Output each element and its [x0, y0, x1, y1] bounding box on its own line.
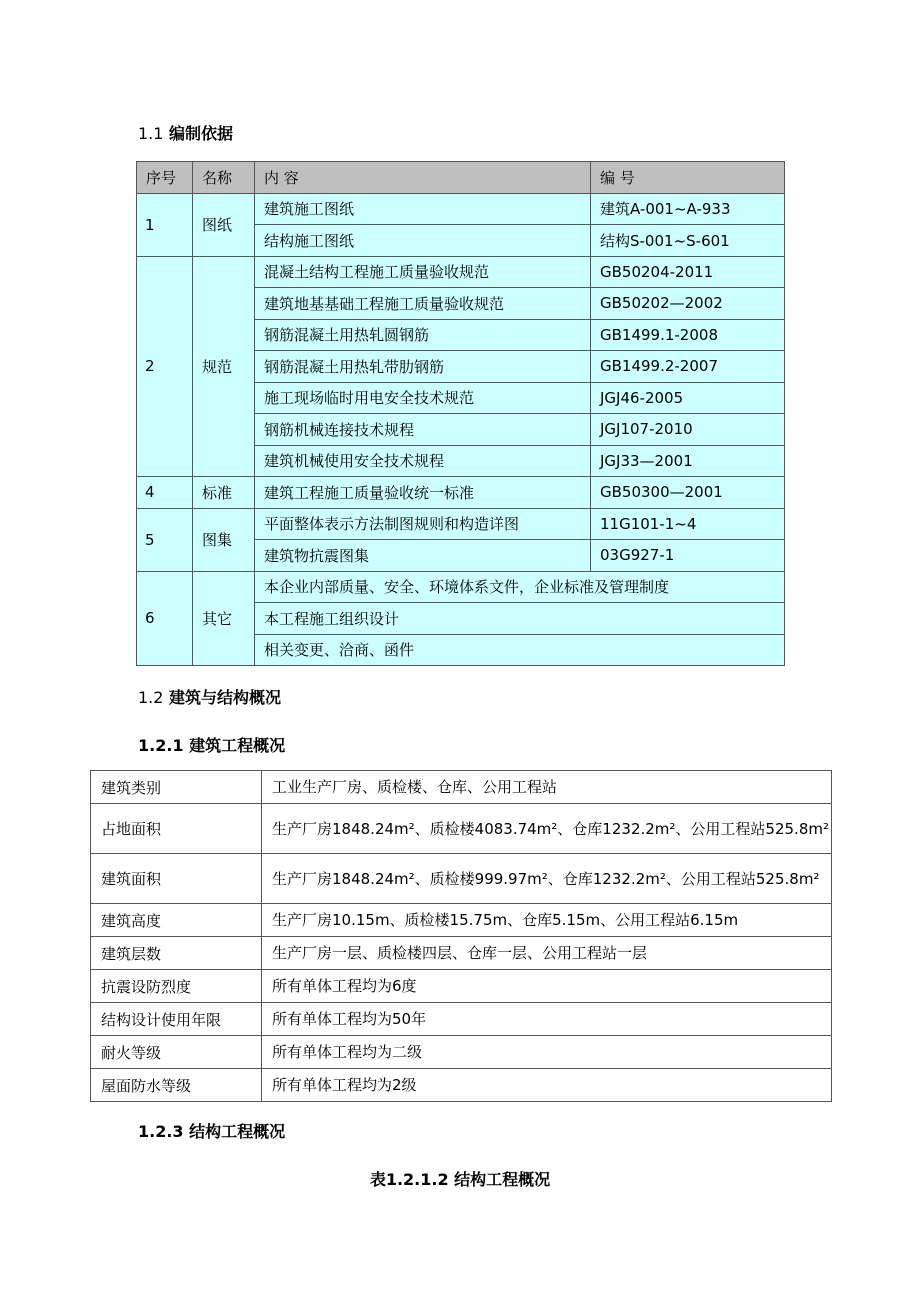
header-cell: 编 号	[591, 162, 785, 194]
section-title: 建筑与结构概况	[169, 688, 282, 707]
code-cell: 11G101-1~4	[591, 508, 785, 540]
section-number: 1.2	[138, 688, 164, 707]
label-cell: 建筑高度	[91, 904, 262, 937]
code-cell: GB1499.2-2007	[591, 351, 785, 383]
seq-cell: 6	[137, 571, 193, 666]
table-row	[137, 571, 785, 603]
section-heading-1-2-1	[138, 733, 285, 756]
content-cell: 建筑施工图纸	[255, 193, 591, 225]
code-cell: 建筑A-001~A-933	[591, 193, 785, 225]
name-cell: 标准	[193, 477, 255, 509]
header-cell: 内 容	[255, 162, 591, 194]
content-cell: 本工程施工组织设计	[255, 603, 785, 635]
content-cell: 建筑地基基础工程施工质量验收规范	[255, 288, 591, 320]
value-cell: 生产厂房一层、质检楼四层、仓库一层、公用工程站一层	[262, 937, 832, 970]
table-row	[137, 508, 785, 540]
content-cell: 建筑机械使用安全技术规程	[255, 445, 591, 477]
label-cell: 建筑面积	[91, 854, 262, 904]
label-cell: 耐火等级	[91, 1036, 262, 1069]
value-cell: 所有单体工程均为二级	[262, 1036, 832, 1069]
code-cell: JGJ107-2010	[591, 414, 785, 446]
content-cell: 混凝土结构工程施工质量验收规范	[255, 256, 591, 288]
basis-table	[136, 161, 785, 666]
value-cell: 所有单体工程均为2级	[262, 1069, 832, 1102]
name-cell: 图纸	[193, 193, 255, 256]
name-cell: 规范	[193, 256, 255, 477]
table-header-row	[137, 162, 785, 194]
table-caption: 表1.2.1.2 结构工程概况	[369, 1170, 551, 1189]
code-cell: JGJ46-2005	[591, 382, 785, 414]
section-heading-1-2-3	[138, 1119, 285, 1142]
table-row	[137, 193, 785, 225]
code-cell: GB1499.1-2008	[591, 319, 785, 351]
content-cell: 钢筋机械连接技术规程	[255, 414, 591, 446]
content-cell: 钢筋混凝土用热轧带肋钢筋	[255, 351, 591, 383]
value-cell: 生产厂房1848.24m²、质检楼4083.74m²、仓库1232.2m²、公用工程站525.8m²	[262, 804, 832, 854]
section-title: 结构工程概况	[189, 1122, 286, 1141]
table-row	[91, 771, 832, 804]
label-cell: 占地面积	[91, 804, 262, 854]
label-cell: 建筑类别	[91, 771, 262, 804]
label-cell: 建筑层数	[91, 937, 262, 970]
content-cell: 建筑物抗震图集	[255, 540, 591, 572]
seq-cell: 4	[137, 477, 193, 509]
label-cell: 抗震设防烈度	[91, 970, 262, 1003]
value-cell: 工业生产厂房、质检楼、仓库、公用工程站	[262, 771, 832, 804]
section-heading-1-2	[138, 685, 281, 708]
building-overview-table	[90, 770, 832, 1102]
table-row	[91, 854, 832, 904]
table-row	[91, 804, 832, 854]
section-title: 建筑工程概况	[189, 736, 286, 755]
table-row	[137, 477, 785, 509]
table-row	[91, 970, 832, 1003]
seq-cell: 1	[137, 193, 193, 256]
content-cell: 本企业内部质量、安全、环境体系文件，企业标准及管理制度	[255, 571, 785, 603]
table-row	[91, 1036, 832, 1069]
code-cell: GB50202—2002	[591, 288, 785, 320]
value-cell: 生产厂房1848.24m²、质检楼999.97m²、仓库1232.2m²、公用工程站525.8m²	[262, 854, 832, 904]
code-cell: 结构S-001~S-601	[591, 225, 785, 257]
table-row	[91, 1069, 832, 1102]
content-cell: 平面整体表示方法制图规则和构造详图	[255, 508, 591, 540]
name-cell: 其它	[193, 571, 255, 666]
value-cell: 生产厂房10.15m、质检楼15.75m、仓库5.15m、公用工程站6.15m	[262, 904, 832, 937]
table-row	[91, 1003, 832, 1036]
section-heading-1-1	[138, 121, 233, 144]
section-number: 1.2.3	[138, 1122, 184, 1141]
label-cell: 屋面防水等级	[91, 1069, 262, 1102]
seq-cell: 2	[137, 256, 193, 477]
table-row	[91, 904, 832, 937]
section-number: 1.2.1	[138, 736, 184, 755]
table-row	[91, 937, 832, 970]
code-cell: GB50300—2001	[591, 477, 785, 509]
content-cell: 结构施工图纸	[255, 225, 591, 257]
code-cell: 03G927-1	[591, 540, 785, 572]
value-cell: 所有单体工程均为50年	[262, 1003, 832, 1036]
header-cell: 名称	[193, 162, 255, 194]
table-row	[137, 256, 785, 288]
content-cell: 建筑工程施工质量验收统一标准	[255, 477, 591, 509]
name-cell: 图集	[193, 508, 255, 571]
section-title: 编制依据	[169, 124, 234, 143]
content-cell: 相关变更、洽商、函件	[255, 634, 785, 666]
content-cell: 钢筋混凝土用热轧圆钢筋	[255, 319, 591, 351]
label-cell: 结构设计使用年限	[91, 1003, 262, 1036]
content-cell: 施工现场临时用电安全技术规范	[255, 382, 591, 414]
value-cell: 所有单体工程均为6度	[262, 970, 832, 1003]
code-cell: GB50204-2011	[591, 256, 785, 288]
code-cell: JGJ33—2001	[591, 445, 785, 477]
seq-cell: 5	[137, 508, 193, 571]
header-cell: 序号	[137, 162, 193, 194]
section-number: 1.1	[138, 124, 164, 143]
